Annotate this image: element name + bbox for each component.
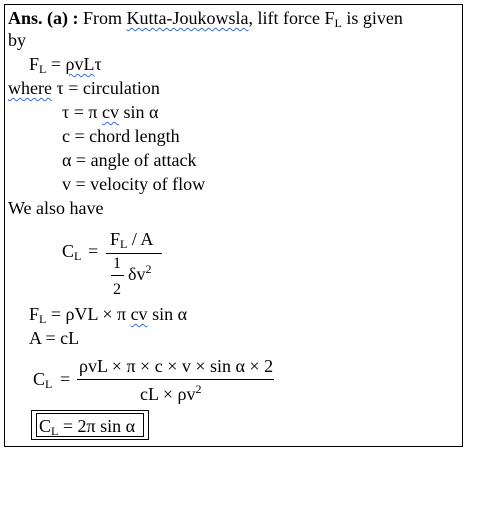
symbol: C bbox=[33, 369, 46, 389]
subscript: L bbox=[334, 16, 342, 30]
symbol: F bbox=[29, 304, 40, 324]
answer-text: , lift force F bbox=[248, 8, 335, 28]
numerator-tail: / A bbox=[127, 229, 154, 249]
equals: = bbox=[60, 369, 71, 389]
half-numerator: 1 bbox=[113, 255, 121, 272]
symbol: F bbox=[110, 229, 121, 249]
answer-text: From bbox=[78, 8, 127, 28]
superscript: 2 bbox=[195, 382, 202, 396]
answer-text: is given bbox=[341, 8, 403, 28]
delta-v: δv bbox=[128, 264, 146, 284]
answer-line-1 bbox=[8, 8, 403, 28]
tau-formula bbox=[62, 102, 158, 122]
area-formula: A = cL bbox=[29, 328, 80, 348]
theorem-name: Kutta-Joukowsla bbox=[126, 8, 249, 28]
lift-force-expanded bbox=[29, 304, 187, 324]
subscript: L bbox=[39, 312, 47, 326]
cl-symbol bbox=[62, 241, 81, 261]
answer-line-2: by bbox=[8, 30, 26, 50]
alpha-definition: α = angle of attack bbox=[62, 150, 197, 170]
chord-definition: c = chord length bbox=[62, 126, 180, 146]
formula-text: sin α bbox=[147, 304, 187, 324]
cv-term: cv bbox=[130, 304, 148, 324]
denominator-2 bbox=[140, 384, 201, 404]
tau-definition: τ = circulation bbox=[51, 78, 160, 98]
answer-label: Ans. (a) : bbox=[8, 8, 79, 28]
half-denominator: 2 bbox=[113, 281, 121, 298]
lift-formula bbox=[29, 54, 102, 74]
subscript: L bbox=[74, 249, 82, 263]
where-line bbox=[8, 78, 160, 98]
rho-v-l: ρvL bbox=[65, 54, 95, 74]
equals: = bbox=[88, 241, 99, 261]
subscript: L bbox=[45, 377, 53, 391]
cl-symbol-2 bbox=[33, 369, 52, 389]
formula-text: τ = π bbox=[62, 102, 102, 122]
denominator-text: cL × ρv bbox=[140, 384, 196, 404]
numerator bbox=[110, 229, 153, 249]
cv-term: cv bbox=[101, 102, 119, 122]
fraction-bar-2 bbox=[77, 379, 274, 380]
where-word: where bbox=[8, 78, 52, 98]
subscript: L bbox=[120, 237, 128, 251]
symbol: F bbox=[29, 54, 40, 74]
result-text: = 2π sin α bbox=[58, 416, 136, 436]
subscript: L bbox=[51, 424, 59, 438]
superscript: 2 bbox=[145, 262, 152, 276]
tau-symbol: τ bbox=[94, 54, 102, 74]
result-formula bbox=[39, 416, 135, 436]
velocity-definition: v = velocity of flow bbox=[62, 174, 206, 194]
also-have-line: We also have bbox=[8, 198, 104, 218]
half-bar bbox=[111, 275, 124, 276]
formula-text: sin α bbox=[118, 102, 159, 122]
formula-text: = ρVL × π bbox=[46, 304, 131, 324]
equals: = bbox=[46, 54, 66, 74]
symbol: C bbox=[62, 241, 75, 261]
symbol: C bbox=[39, 416, 52, 436]
subscript: L bbox=[39, 62, 47, 76]
numerator-2: ρvL × π × c × v × sin α × 2 bbox=[79, 356, 274, 376]
denominator-tail bbox=[128, 264, 151, 284]
